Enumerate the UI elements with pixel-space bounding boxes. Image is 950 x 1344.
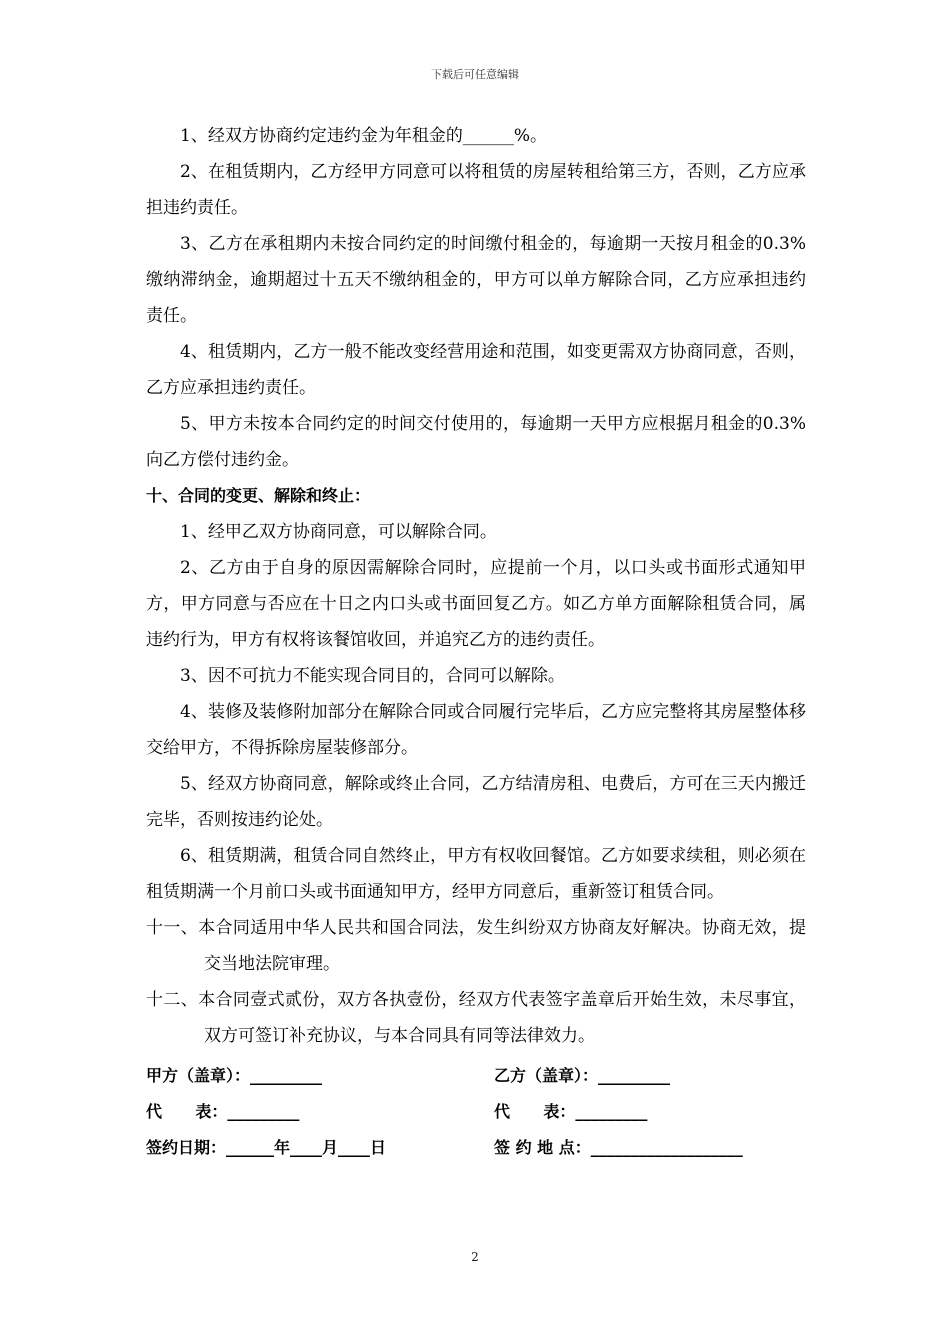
clause-2: 2、在租赁期内，乙方经甲方同意可以将租赁的房屋转租给第三方，否则，乙方应承担违约责任。 xyxy=(146,162,806,218)
section-10-item-1: 1、经甲乙双方协商同意，可以解除合同。 xyxy=(180,522,497,542)
document-body xyxy=(146,118,806,1164)
section-10-item-3: 3、因不可抗力不能实现合同目的，合同可以解除。 xyxy=(180,666,565,686)
signing-place: 签 约 地 点：___________________ xyxy=(494,1137,743,1157)
section-10-item-4: 4、装修及装修附加部分在解除合同或合同履行完毕后，乙方应完整将其房屋整体移交给甲方，不得拆除房屋装修部分。 xyxy=(146,702,806,758)
section-12: 十二、本合同壹式贰份，双方各执壹份，经双方代表签字盖章后开始生效，未尽事宜，双方可签订补充协议，与本合同具有同等法律效力。 xyxy=(146,990,806,1046)
section-10-item-6: 6、租赁期满，租赁合同自然终止，甲方有权收回餐馆。乙方如要求续租，则必须在租赁期满一个月前口头或书面通知甲方，经甲方同意后，重新签订租赁合同。 xyxy=(146,846,806,902)
party-b-seal: 乙方（盖章）：_________ xyxy=(494,1065,671,1085)
signature-row-date-place xyxy=(146,1128,806,1164)
clause-1: 1、经双方协商约定违约金为年租金的______%。 xyxy=(180,126,547,146)
page-header-note: 下载后可任意编辑 xyxy=(431,68,519,81)
section-10-title: 十、合同的变更、解除和终止： xyxy=(146,486,371,505)
section-11: 十一、本合同适用中华人民共和国合同法，发生纠纷双方协商友好解决。协商无效，提交当地法院审理。 xyxy=(146,918,806,974)
party-a-seal: 甲方（盖章）：_________ xyxy=(146,1065,323,1085)
signature-row-seal xyxy=(146,1056,806,1092)
clause-4: 4、租赁期内，乙方一般不能改变经营用途和范围，如变更需双方协商同意，否则，乙方应承担违约责任。 xyxy=(146,342,806,398)
page-number: 2 xyxy=(471,1250,479,1264)
clause-3: 3、乙方在承租期内未按合同约定的时间缴付租金的，每逾期一天按月租金的0.3%缴纳滞纳金，逾期超过十五天不缴纳租金的，甲方可以单方解除合同，乙方应承担违约责任。 xyxy=(146,234,806,326)
signature-row-representative xyxy=(146,1092,806,1128)
party-b-representative: 代 表：_________ xyxy=(494,1101,648,1121)
section-10-item-2: 2、乙方由于自身的原因需解除合同时，应提前一个月，以口头或书面形式通知甲方，甲方同意与否应在十日之内口头或书面回复乙方。如乙方单方面解除租赁合同，属违约行为，甲方有权将该餐馆收回，并追究乙方的违约责任。 xyxy=(146,558,806,650)
section-10-item-5: 5、经双方协商同意，解除或终止合同，乙方结清房租、电费后，方可在三天内搬迁完毕，否则按违约论处。 xyxy=(146,774,806,830)
signing-date: 签约日期：______年____月____日 xyxy=(146,1137,387,1157)
party-a-representative: 代 表：_________ xyxy=(146,1101,300,1121)
clause-5: 5、甲方未按本合同约定的时间交付使用的，每逾期一天甲方应根据月租金的0.3%向乙方偿付违约金。 xyxy=(146,414,806,470)
signature-block xyxy=(146,1056,806,1164)
